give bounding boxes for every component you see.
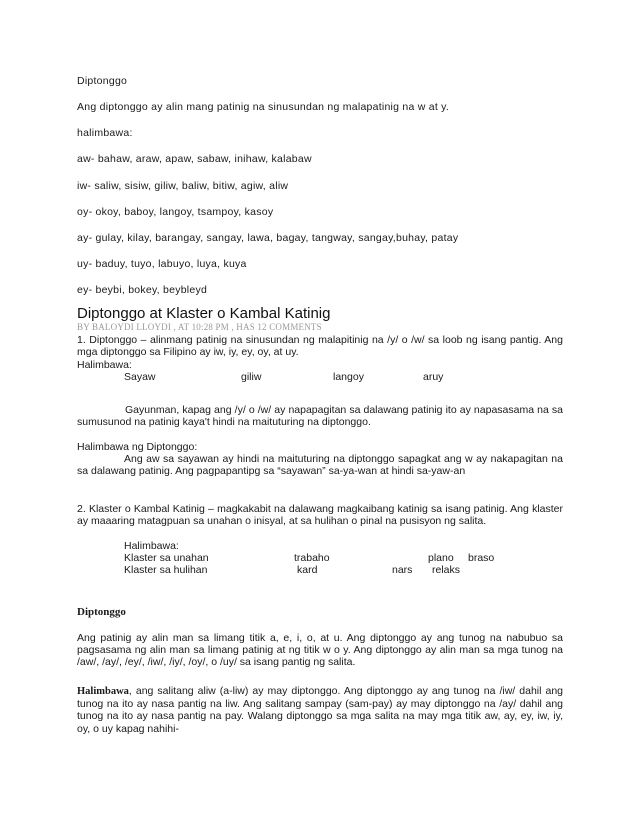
- klaster-word: nars: [392, 564, 413, 576]
- bottom-paragraph-two: [77, 685, 563, 735]
- halimbawa-diptonggo-label: Halimbawa ng Diptonggo:: [77, 441, 198, 453]
- article-title: Diptonggo at Klaster o Kambal Katinig: [77, 305, 331, 322]
- definition-text: Ang diptonggo ay alin mang patinig na sinusundan ng malapatinig na w at y.: [77, 101, 450, 113]
- klaster-word: relaks: [432, 564, 461, 576]
- diphthong-row: ay- gulay, kilay, barangay, sangay, lawa, bagay, tangway, sangay,buhay, patay: [77, 232, 459, 244]
- sayawan-paragraph: Ang aw sa sayawan ay hindi na maituturing na diptonggo sapagkat ang w ay nakapagitan na sa dalawang patinig. Ang pagpapantipg sa “sayawan” sa-ya-wan at hindi sa-yaw-an: [77, 453, 563, 478]
- halimbawa-label: Halimbawa:: [124, 540, 179, 552]
- example-word: langoy: [333, 371, 364, 383]
- bottom-paragraph-one: Ang patinig ay alin man sa limang titik a, e, i, o, at u. Ang diptonggo ay ang tunog na nabubuo sa pagsasama ng alin man sa limang patinig at ng titik w o y. Ang diptonggo ay alin man sa mga tunog na /aw/, /ay/, /ey/, /iw/, /iy/, /oy/, o /uy/ sa isang pantig ng salita.: [77, 632, 563, 669]
- gayunman-paragraph: Gayunman, kapag ang /y/ o /w/ ay napapagitan sa dalawang patinig ito ay napasasama na sa sumusunod na patinig kaya't hindi na maituturing na diptonggo.: [77, 404, 563, 429]
- klaster-hulihan-label: Klaster sa hulihan: [124, 564, 208, 576]
- diphthong-row: uy- baduy, tuyo, labuyo, luya, kuya: [77, 258, 247, 270]
- example-word: Sayaw: [124, 371, 156, 383]
- klaster-word: braso: [468, 552, 495, 564]
- point-one-paragraph: 1. Diptonggo – alinmang patinig na sinusundan ng malapitinig na /y/ o /w/ sa loob ng isang pantig. Ang mga diptonggo sa Filipino ay iw, iy, ey, oy, at uy.: [77, 334, 563, 359]
- halimbawa-bold-lead: Halimbawa: [77, 686, 129, 697]
- klaster-unahan-label: Klaster sa unahan: [124, 552, 209, 564]
- diphthong-row: oy- okoy, baboy, langoy, tsampoy, kasoy: [77, 206, 274, 218]
- diphthong-row: iw- saliw, sisiw, giliw, baliw, bitiw, agiw, aliw: [77, 180, 289, 192]
- bottom-heading: Diptonggo: [77, 606, 126, 618]
- example-label: halimbawa:: [77, 127, 133, 139]
- paragraph-two-text: , ang salitang aliw (a-liw) ay may diptonggo. Ang diptonggo ay ang tunog na /iw/ dahil ang tunog na ito ay nasa pantig na liw. Ang salitang sampay (sam-pay) ay may diptonggo na /ay/ dahil ang tunog na ito ay nasa pantig na pay. Walang diptonggo sa mga salita na may mga titik aw, ay, ey, iw, iy, oy, o uy kapag nahihi-: [77, 685, 563, 735]
- example-word: giliw: [241, 371, 262, 383]
- article-byline: BY BALOYDI LLOYDI , AT 10:28 PM , HAS 12 COMMENTS: [77, 322, 322, 332]
- klaster-word: kard: [297, 564, 318, 576]
- klaster-word: plano: [428, 552, 454, 564]
- diphthong-row: aw- bahaw, araw, apaw, sabaw, inihaw, kalabaw: [77, 153, 312, 165]
- klaster-word: trabaho: [294, 552, 330, 564]
- diphthong-row: ey- beybi, bokey, beybleyd: [77, 284, 208, 296]
- example-word: aruy: [423, 371, 444, 383]
- point-two-paragraph: 2. Klaster o Kambal Katinig – magkakabit na dalawang magkaibang katinig sa isang patinig. Ang klaster ay maaaring matagpuan sa unahan o inisyal, at sa hulihan o pinal na pusisyon ng salita.: [77, 503, 563, 528]
- section-heading: Diptonggo: [77, 75, 128, 87]
- halimbawa-label: Halimbawa:: [77, 359, 132, 371]
